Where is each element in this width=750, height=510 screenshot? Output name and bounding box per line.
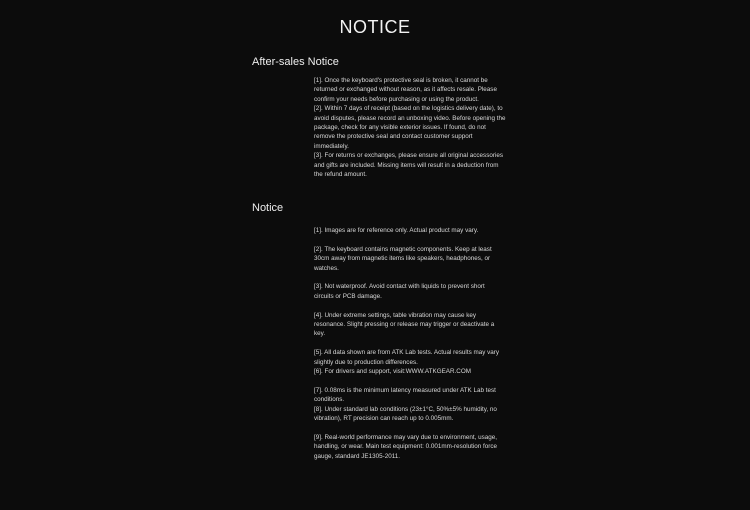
page-title: NOTICE <box>339 17 411 37</box>
notice-heading: Notice <box>252 202 284 214</box>
after-sales-item-3: [3]. For returns or exchanges, please ensure all original accessories and gifts are included. Missing items will result in a deduction from the refund amount. <box>314 152 504 179</box>
after-sales-list <box>314 76 506 179</box>
after-sales-item-1: [1]. Once the keyboard's protective seal is broken, it cannot be returned or exchanged without reason, as it affects resale. Please confirm your needs before purchasing or using the product. <box>314 77 497 103</box>
notice-item-6: [6]. For drivers and support, visit:WWW.ATKGEAR.COM <box>314 368 471 376</box>
notice-item-2: [2]. The keyboard contains magnetic components. Keep at least 30cm away from magnetic items like speakers, headphones, or watches. <box>314 245 492 272</box>
after-sales-item-2: [2]. Within 7 days of receipt (based on the logistics delivery date), to avoid disputes, please record an unboxing video. Before opening the package, check for any visible exterior issues. If found, do not remove the protective seal and contact customer support immediately. <box>314 105 506 150</box>
notice-item-8: [8]. Under standard lab conditions (23±1°C, 50%±5% humidity, no vibration), RT precision can reach up to 0.005mm. <box>314 405 497 423</box>
notice-item-5: [5]. All data shown are from ATK Lab tests. Actual results may vary slightly due to production differences. <box>314 349 500 366</box>
notice-item-7: [7]. 0.08ms is the minimum latency measured under ATK Lab test conditions. <box>314 386 496 404</box>
notice-item-1: [1]. Images are for reference only. Actual product may vary. <box>314 227 479 234</box>
notice-item-4: [4]. Under extreme settings, table vibration may cause key resonance. Slight pressing or release may trigger or deactivate a key. <box>314 311 495 338</box>
notice-item-9: [9]. Real-world performance may vary due to environment, usage, handling, or wear. Main test equipment: 0.001mm-resolution force gauge, standard JE1305-2011. <box>314 433 498 460</box>
notice-item-3: [3]. Not waterproof. Avoid contact with liquids to prevent short circuits or PCB damage. <box>314 283 485 300</box>
notice-list <box>314 226 506 461</box>
after-sales-heading: After-sales Notice <box>252 56 339 68</box>
